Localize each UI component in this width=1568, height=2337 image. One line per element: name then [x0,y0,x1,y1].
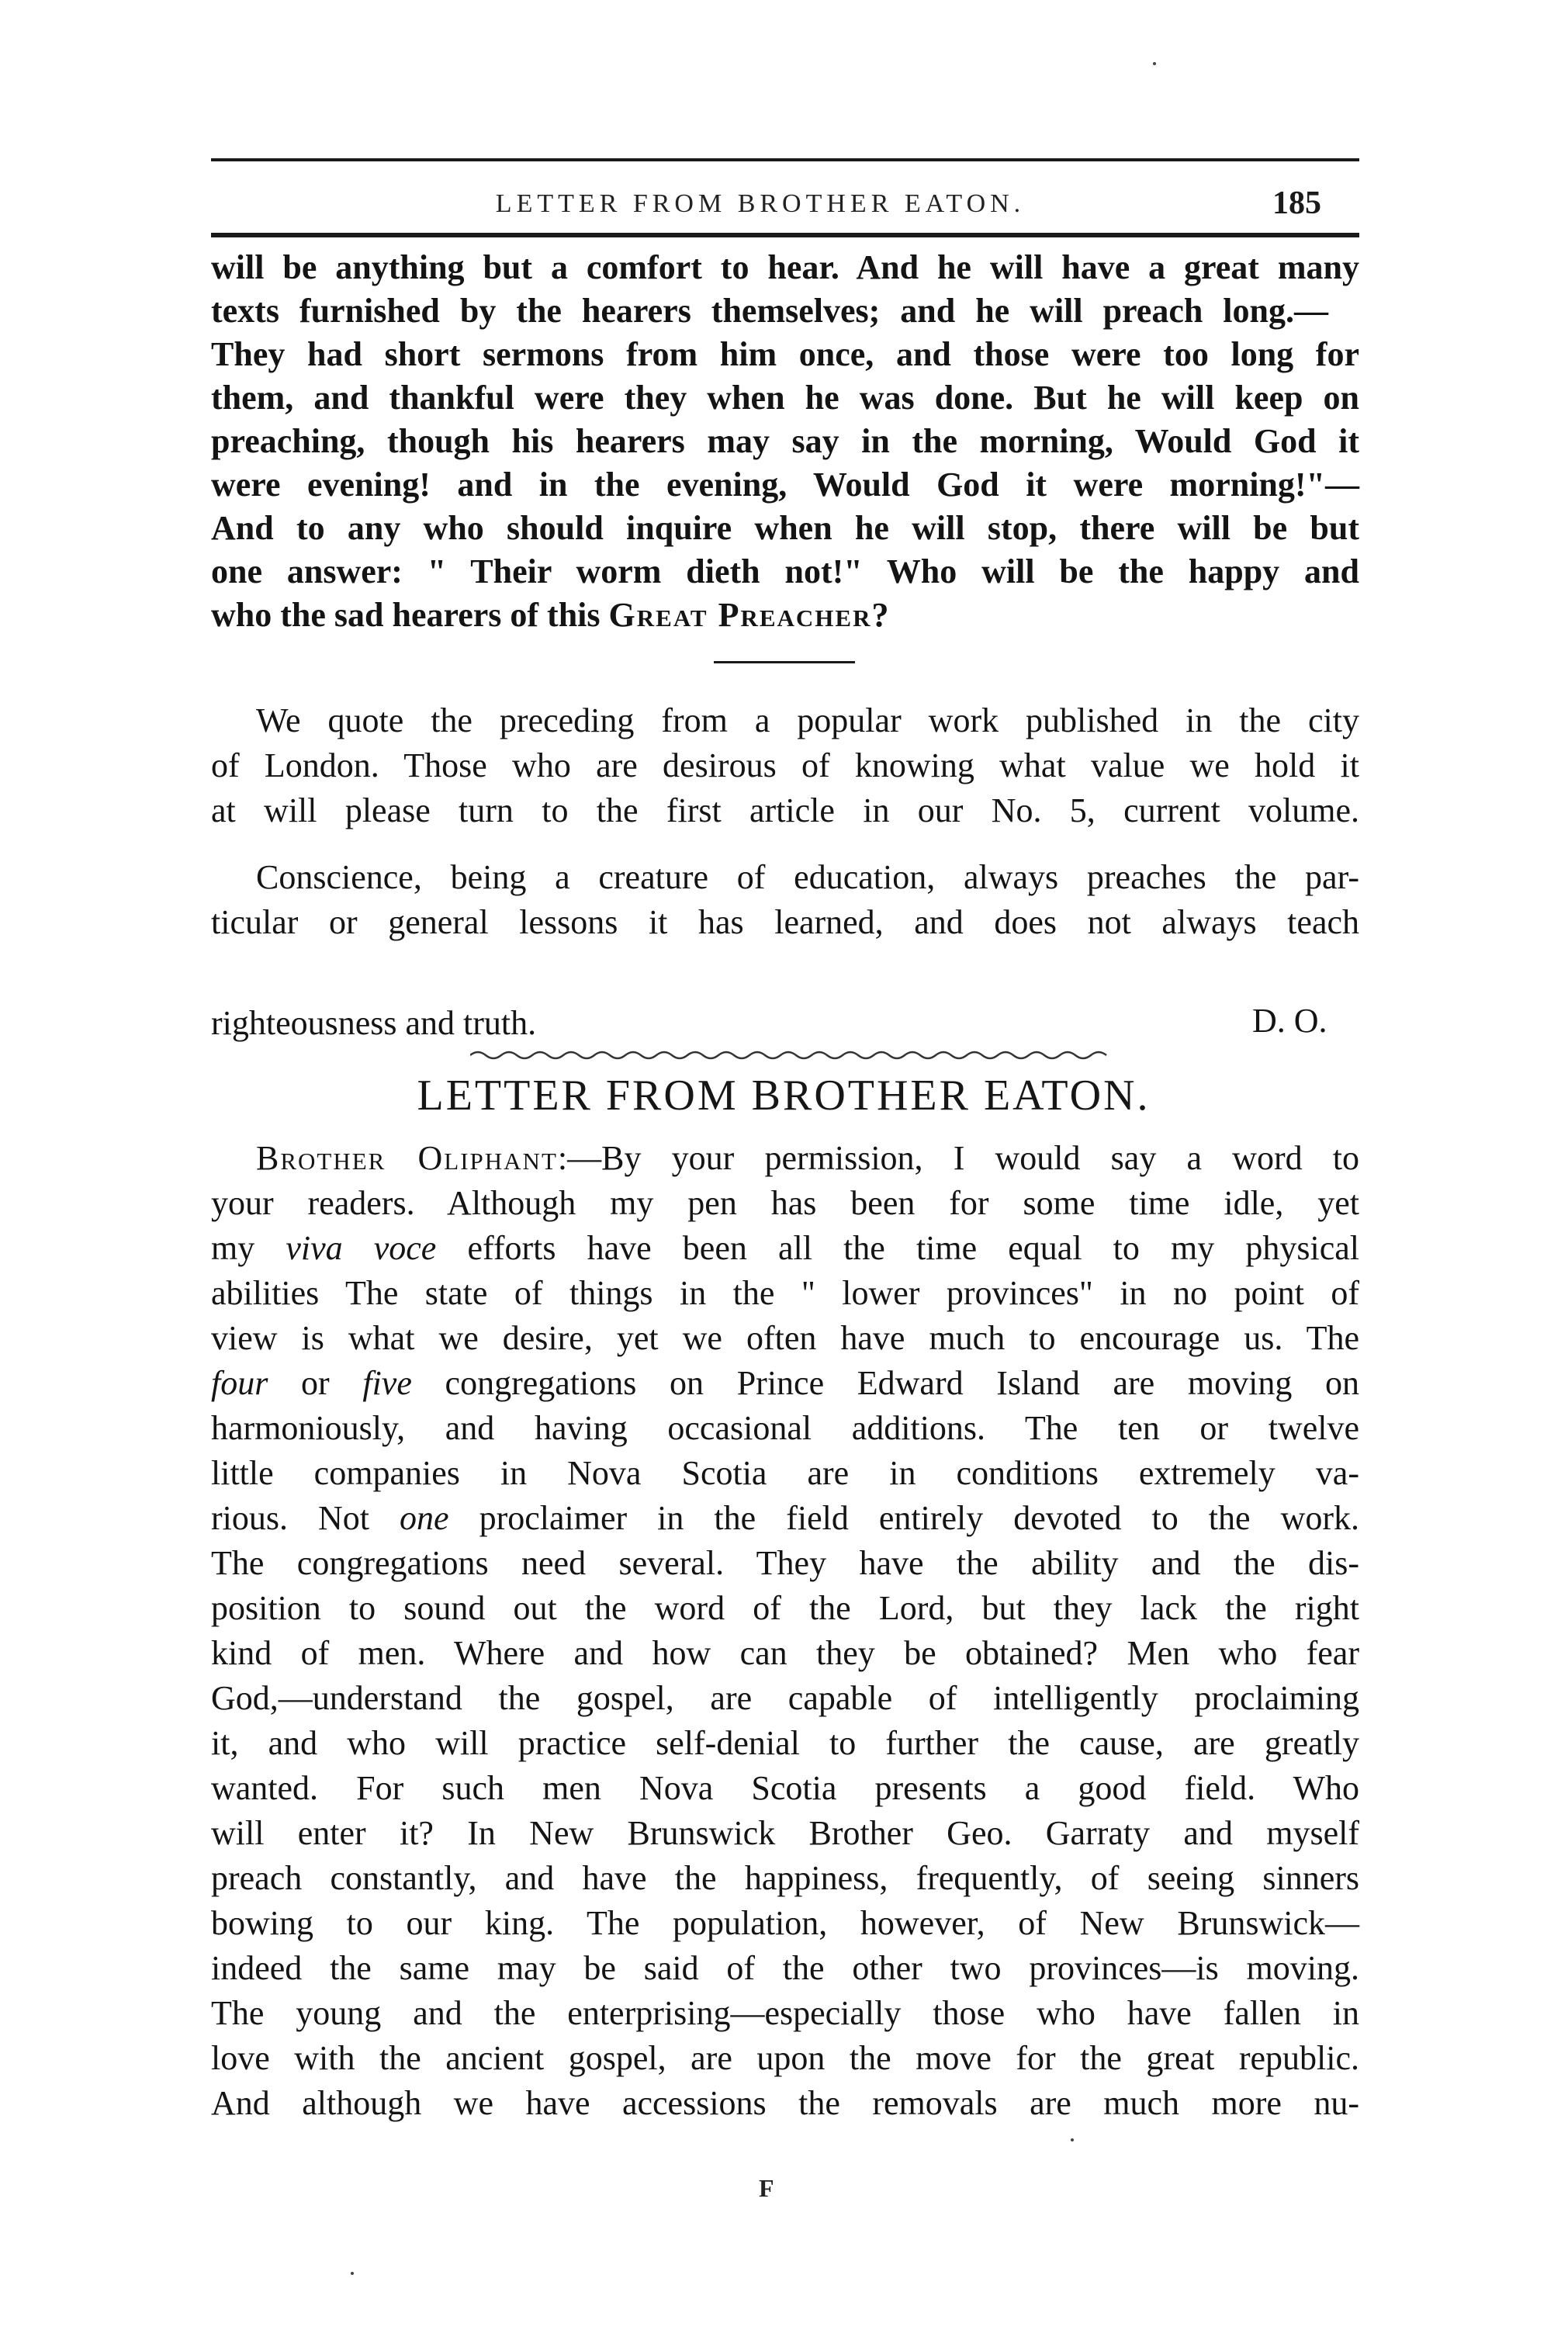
editorial-line-1: We quote the preceding from a popular work published in the city [256,701,1359,739]
salutation: Brother Oliphant [256,1139,558,1177]
letter-line-6 [211,1361,1359,1406]
article1-line-3: They had short sermons from him once, and those were too long for [211,335,1359,373]
letter-line-17: preach constantly, and have the happiness, frequently, of seeing sinners [211,1859,1359,1897]
editorial-line-4: Conscience, being a creature of education, always preaches the par- [256,858,1359,896]
letter-line-9 [211,1496,1359,1541]
header-top-rule [211,158,1359,161]
editorial-signature: D. O. [1252,1002,1327,1040]
letter-line-18: bowing to our king. The population, however, of New Brunswick— [211,1904,1359,1942]
letter-line-9-pre: rious. Not [211,1499,400,1537]
speck-2 [1071,2138,1074,2141]
letter-line-22: And although we have accessions the removals are much more nu- [211,2084,1359,2122]
viva-voce-italic: viva voce [286,1229,437,1267]
article1-line-6: were evening! and in the evening, Would God it were morning!"— [211,466,1359,504]
letter-line-14: it, and who will practice self-denial to further the cause, are greatly [211,1724,1359,1762]
separator-rule [714,661,855,663]
speck-3 [351,2272,354,2275]
editorial-line-5: ticular or general lessons it has learned, and does not always teach [211,903,1359,941]
letter-line-4: abilities The state of things in the " lower provinces" in no point of [211,1274,1359,1312]
editorial-line-3: at will please turn to the first article in our No. 5, current volume. [211,791,1359,829]
article1-line-8: one answer: " Their worm dieth not!" Who will be the happy and [211,552,1359,590]
letter-line-1 [256,1136,1359,1181]
letter-title: LETTER FROM BROTHER EATON. [417,1072,1151,1120]
article1-line-4: them, and thankful were they when he was done. But he will keep on [211,379,1359,417]
article1-line-7: And to any who should inquire when he will stop, there will be but [211,509,1359,547]
letter-line-1-rest: :—By your permission, I would say a word to [557,1139,1359,1177]
letter-line-8: little companies in Nova Scotia are in conditions extremely va- [211,1454,1359,1492]
letter-line-3 [211,1226,1359,1271]
letter-line-7: harmoniously, and having occasional additions. The ten or twelve [211,1409,1359,1447]
editorial-line-2: of London. Those who are desirous of knowing what value we hold it [211,746,1359,784]
letter-line-6-post: congregations on Prince Edward Island are moving on [411,1364,1359,1402]
letter-line-20: The young and the enterprising—especially those who have fallen in [211,1994,1359,2032]
speck-1 [1153,62,1156,65]
letter-line-3-pre: my [211,1229,286,1267]
letter-line-19: indeed the same may be said of the other two provinces—is moving. [211,1949,1359,1987]
article1-line-9 [211,593,888,638]
letter-line-11: position to sound out the word of the Lord, but they lack the right [211,1589,1359,1627]
one-italic: one [400,1499,449,1537]
letter-line-12: kind of men. Where and how can they be obtained? Men who fear [211,1634,1359,1672]
letter-line-15: wanted. For such men Nova Scotia presents a good field. Who [211,1769,1359,1807]
letter-line-3-post: efforts have been all the time equal to my physical [436,1229,1359,1267]
page-number: 185 [1272,185,1321,221]
article1-line-1: will be anything but a comfort to hear. And he will have a great many [211,248,1359,286]
letter-line-2: your readers. Although my pen has been for some time idle, yet [211,1184,1359,1222]
letter-line-21: love with the ancient gospel, are upon the move for the great republic. [211,2039,1359,2077]
letter-line-10: The congregations need several. They have the ability and the dis- [211,1544,1359,1582]
letter-line-6-mid: or [268,1364,363,1402]
article1-line-2: texts furnished by the hearers themselves; and he will preach long.— [211,292,1328,330]
letter-line-16: will enter it? In New Brunswick Brother Geo. Garraty and myself [211,1814,1359,1852]
four-italic: four [211,1364,268,1402]
letter-line-9-post: proclaimer in the field entirely devoted to the work. [448,1499,1360,1537]
article1-line-9-suffix: ? [871,596,889,634]
header-bottom-rule [211,233,1359,237]
article1-line-9-prefix: who the sad hearers of this [211,596,609,634]
article1-line-5: preaching, though his hearers may say in the morning, Would God it [211,422,1359,460]
five-italic: five [362,1364,412,1402]
great-preacher-smallcaps: Great Preacher [608,596,872,634]
running-header: LETTER FROM BROTHER EATON. [495,189,1026,218]
wavy-divider [470,1047,1114,1063]
editorial-line-6: righteousness and truth. [211,1004,537,1042]
signature-mark: F [759,2174,774,2202]
letter-line-13: God,—understand the gospel, are capable of intelligently proclaiming [211,1679,1359,1717]
letter-line-5: view is what we desire, yet we often have much to encourage us. The [211,1319,1359,1357]
